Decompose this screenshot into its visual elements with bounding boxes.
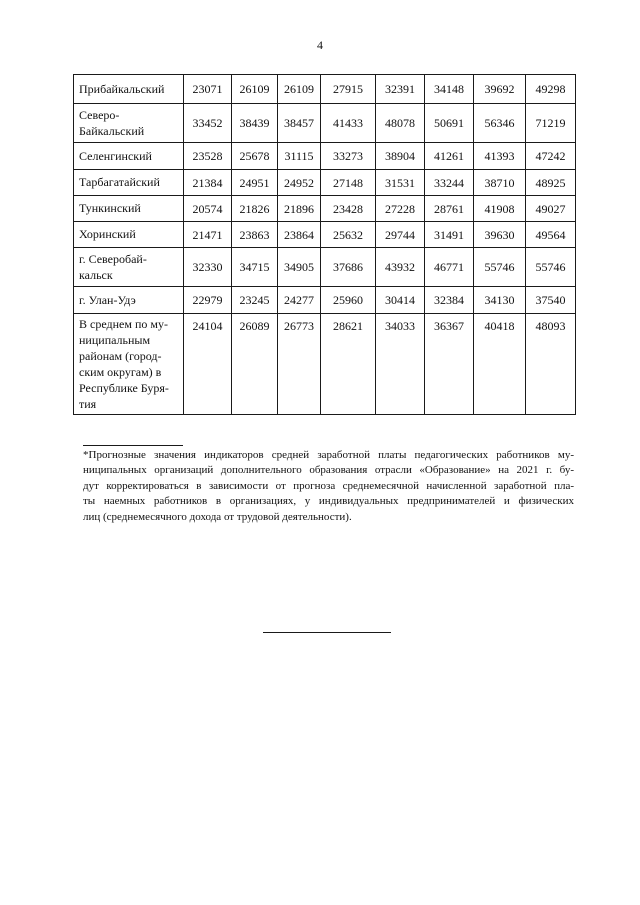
value-cell: 33273: [321, 143, 376, 170]
table-row: [74, 170, 576, 196]
value-cell: 49027: [526, 196, 576, 222]
value-cell: 55746: [526, 248, 576, 287]
value-cell: 41393: [474, 143, 526, 170]
value-cell: 27228: [376, 196, 425, 222]
name-line: ским округам) в: [79, 365, 162, 379]
value-cell: 46771: [425, 248, 474, 287]
footnote-line: лиц (среднемесячного дохода от трудовой деятельности).: [83, 510, 352, 523]
value-cell: 41261: [425, 143, 474, 170]
value-cell: 37686: [321, 248, 376, 287]
name-line: Северо-: [79, 107, 120, 122]
value-cell: 32391: [376, 75, 425, 104]
value-cell: 26109: [278, 75, 321, 104]
value-cell: 47242: [526, 143, 576, 170]
value-cell: 23071: [184, 75, 232, 104]
name-line: Тарбагатайский: [79, 175, 160, 189]
municipality-name: [74, 314, 184, 415]
value-cell: 49564: [526, 222, 576, 248]
name-line: г. Улан-Удэ: [79, 292, 136, 307]
value-cell: 39692: [474, 75, 526, 104]
name-line: Хоринский: [79, 227, 136, 241]
value-cell: 21896: [278, 196, 321, 222]
footnote-line: ты наемных работников в организациях, у индивидуальных предпринимателей и физических: [83, 495, 574, 508]
name-line: г. Северобай-: [79, 251, 147, 266]
value-cell: 27915: [321, 75, 376, 104]
table-row: [74, 248, 576, 287]
value-cell: 21471: [184, 222, 232, 248]
name-line: Байкальский: [79, 123, 145, 138]
value-cell: 23863: [232, 222, 278, 248]
value-cell: 48093: [526, 314, 576, 415]
value-cell: 36367: [425, 314, 474, 415]
table-row: [74, 196, 576, 222]
table-row: [74, 104, 576, 143]
value-cell: 31491: [425, 222, 474, 248]
value-cell: 34905: [278, 248, 321, 287]
value-cell: 50691: [425, 104, 474, 143]
table-row: [74, 75, 576, 104]
value-cell: 37540: [526, 287, 576, 314]
name-line: ниципальным: [79, 333, 151, 347]
table-row: [74, 143, 576, 170]
value-cell: 28621: [321, 314, 376, 415]
name-line: районам (город-: [79, 349, 162, 363]
value-cell: 48078: [376, 104, 425, 143]
value-cell: 38904: [376, 143, 425, 170]
footnote-line: ниципальных организаций дополнительного образования отрасли «Образование» на 2021 г. бу-: [83, 464, 574, 477]
value-cell: 25632: [321, 222, 376, 248]
value-cell: 34715: [232, 248, 278, 287]
page-number: 4: [317, 38, 323, 52]
value-cell: 34148: [425, 75, 474, 104]
value-cell: 24952: [278, 170, 321, 196]
value-cell: 38710: [474, 170, 526, 196]
footnote-divider: [83, 445, 183, 446]
value-cell: 33244: [425, 170, 474, 196]
value-cell: 33452: [184, 104, 232, 143]
value-cell: 20574: [184, 196, 232, 222]
value-cell: 22979: [184, 287, 232, 314]
value-cell: 23245: [232, 287, 278, 314]
value-cell: 55746: [474, 248, 526, 287]
value-cell: 43932: [376, 248, 425, 287]
name-line: Прибайкальский: [79, 81, 165, 96]
name-line: Республике Буря-: [79, 381, 169, 395]
municipality-name: [74, 143, 184, 170]
name-line: В среднем по му-: [79, 317, 168, 331]
value-cell: 49298: [526, 75, 576, 104]
municipality-name: [74, 75, 184, 104]
value-cell: 26109: [232, 75, 278, 104]
footnote-line: дут корректироваться в зависимости от прогноза среднемесячной начисленной заработной пла-: [83, 479, 574, 492]
value-cell: 56346: [474, 104, 526, 143]
municipality-name: [74, 222, 184, 248]
value-cell: 39630: [474, 222, 526, 248]
value-cell: 23428: [321, 196, 376, 222]
table-row: [74, 287, 576, 314]
value-cell: 24951: [232, 170, 278, 196]
value-cell: 41908: [474, 196, 526, 222]
value-cell: 38457: [278, 104, 321, 143]
value-cell: 38439: [232, 104, 278, 143]
value-cell: 25960: [321, 287, 376, 314]
value-cell: 29744: [376, 222, 425, 248]
value-cell: 48925: [526, 170, 576, 196]
value-cell: 26773: [278, 314, 321, 415]
municipality-name: [74, 196, 184, 222]
value-cell: 28761: [425, 196, 474, 222]
value-cell: 34033: [376, 314, 425, 415]
salary-table: [73, 74, 576, 415]
end-of-document-rule: [263, 632, 391, 633]
value-cell: 24104: [184, 314, 232, 415]
value-cell: 40418: [474, 314, 526, 415]
value-cell: 30414: [376, 287, 425, 314]
value-cell: 71219: [526, 104, 576, 143]
municipality-name: [74, 170, 184, 196]
value-cell: 32384: [425, 287, 474, 314]
name-line: тия: [79, 397, 97, 411]
value-cell: 26089: [232, 314, 278, 415]
value-cell: 31115: [278, 143, 321, 170]
value-cell: 21826: [232, 196, 278, 222]
municipality-name: [74, 248, 184, 287]
value-cell: 21384: [184, 170, 232, 196]
municipality-name: [74, 287, 184, 314]
name-line: Селенгинский: [79, 148, 152, 163]
value-cell: 23528: [184, 143, 232, 170]
value-cell: 34130: [474, 287, 526, 314]
value-cell: 32330: [184, 248, 232, 287]
name-line: Тункинский: [79, 201, 141, 215]
footnote: [83, 448, 574, 525]
value-cell: 41433: [321, 104, 376, 143]
value-cell: 23864: [278, 222, 321, 248]
table-row-average: [74, 314, 576, 415]
table-row: [74, 222, 576, 248]
value-cell: 24277: [278, 287, 321, 314]
value-cell: 27148: [321, 170, 376, 196]
footnote-line: *Прогнозные значения индикаторов средней заработной платы педагогических работников му-: [83, 449, 574, 461]
value-cell: 31531: [376, 170, 425, 196]
value-cell: 25678: [232, 143, 278, 170]
table-body: [74, 75, 576, 415]
name-line: кальск: [79, 267, 113, 282]
municipality-name: [74, 104, 184, 143]
